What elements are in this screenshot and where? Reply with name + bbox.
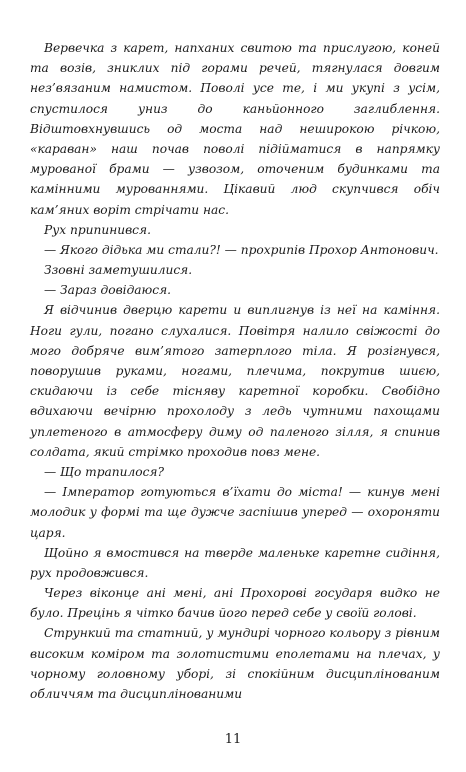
paragraph-caravan: Вервечка з карет, напханих свитою та прислугою, коней та возів, зниклих під горами речей, тягнулася довгим нез’вязаним намистом. Поволі усе те, і ми укупі з усім, спустилося униз до каньйонного заглиблення. Відштовхнувшись од моста над неширокою річкою, «караван» наш почав поволі підійматися в напрямку мурованої брами — узвозом, оточеним будинками та камінними мурованнями. Цікавий люд скупчився обіч кам’яних воріт стрічати нас. xyxy=(30,41,440,217)
paragraph-dialogue-emperor: — Імператор готуються в’їхати до міста! — кинув мені молодик у формі та ще дужче заспішив уперед — охороняти царя. xyxy=(30,485,440,540)
paragraph-dialogue-find-out: — Зараз довідаюся. xyxy=(44,283,172,298)
paragraph-dialogue-prokhor: — Якого дідька ми стали?! — прохрипів Прохор Антонович. xyxy=(44,242,439,257)
paragraph-dialogue-what-happened: — Що трапилося? xyxy=(44,464,165,479)
page-number: 11 xyxy=(224,732,242,747)
paragraph-window: Через віконце ані мені, ані Прохорові государя видко не було. Прецінь я чітко бачив його перед себе у своїй голові. xyxy=(30,586,440,621)
page-body xyxy=(30,38,440,704)
paragraph-movement-resumed: Щойно я вмостився на тверде маленьке каретне сидіння, рух продовжився. xyxy=(30,545,440,580)
paragraph-leaving-carriage: Я відчинив дверцю карети и виплигнув із неї на каміння. Ноги гули, погано слухалися. Повітря налило свіжості до мого добряче вим’ятого затерплого тіла. Я розігнувся, поворушив руками, ногами, плечима, покрутив шиєю, скидаючи із себе тісняву каретної коробки. Свобідно вдихаючи вечірню прохолоду з ледь чутними пахощами уплетеного в атмосферу диму од паленого зілля, я спинив солдата, який стрімко проходив повз мене. xyxy=(30,303,440,459)
paragraph-commotion: Ззовні заметушилися. xyxy=(44,263,193,278)
paragraph-movement-stopped: Рух припинився. xyxy=(44,222,151,237)
paragraph-description: Стрункий та статний, у мундирі чорного кольору з рівним високим коміром та золотистими еполетами на плечах, у чорному головному уборі, зі спокійним дисциплінованим обличчям та дисциплінованими xyxy=(30,626,440,701)
